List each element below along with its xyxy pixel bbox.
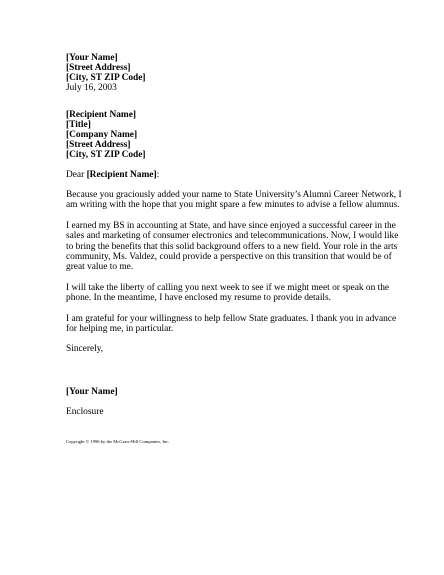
sender-street: [Street Address] <box>66 63 131 73</box>
paragraph-line: am writing with the hope that you might spare a few minutes to advise a fellow alumnus. <box>66 200 400 211</box>
salutation <box>66 170 392 180</box>
paragraph-line: I earned my BS in accounting at State, and have since enjoyed a successful career in the <box>66 220 396 231</box>
sender-block <box>66 53 392 93</box>
sender-name: [Your Name] <box>66 53 118 63</box>
paragraph-line: I am grateful for your willingness to help fellow State graduates. I thank you in advance <box>66 313 397 324</box>
closing: Sincerely, <box>66 344 104 355</box>
paragraph-line: for helping me, in particular. <box>66 324 174 335</box>
paragraph-3 <box>66 283 392 304</box>
paragraph-line: sales and marketing of consumer electronics and telecommunications. Now, I would like <box>66 231 399 242</box>
paragraph-4 <box>66 313 397 335</box>
sender-city: [City, ST ZIP Code] <box>66 73 146 83</box>
enclosure-note: Enclosure <box>66 407 104 418</box>
paragraph-2 <box>66 220 399 273</box>
salutation-suffix: : <box>156 170 160 180</box>
recipient-title: [Title] <box>66 120 91 130</box>
recipient-city: [City, ST ZIP Code] <box>66 150 146 160</box>
salutation-name: [Recipient Name] <box>86 170 157 180</box>
copyright-notice: Copyright © 1996 by the McGraw-Hill Companies, Inc. <box>66 439 170 445</box>
paragraph-line: great value to me. <box>66 262 134 273</box>
salutation-prefix: Dear <box>66 170 87 180</box>
paragraph-line: Because you graciously added your name to State University’s Alumni Career Network, I <box>66 190 402 200</box>
paragraph-line: to bring the benefits that this solid background offers to a new field. Your role in the arts <box>66 241 398 252</box>
recipient-street: [Street Address] <box>66 140 131 150</box>
paragraph-line: I will take the liberty of calling you next week to see if we might meet or speak on the <box>66 282 390 293</box>
paragraph-1 <box>66 190 402 211</box>
recipient-company: [Company Name] <box>66 130 138 140</box>
recipient-block <box>66 110 392 160</box>
letter-date: July 16, 2003 <box>66 83 117 93</box>
paragraph-line: community, Ms. Valdez, could provide a perspective on this transition that would be of <box>66 252 392 263</box>
recipient-name: [Recipient Name] <box>66 110 137 120</box>
paragraph-line: phone. In the meantime, I have enclosed my resume to provide details. <box>66 293 332 304</box>
signature-name: [Your Name] <box>66 387 118 398</box>
